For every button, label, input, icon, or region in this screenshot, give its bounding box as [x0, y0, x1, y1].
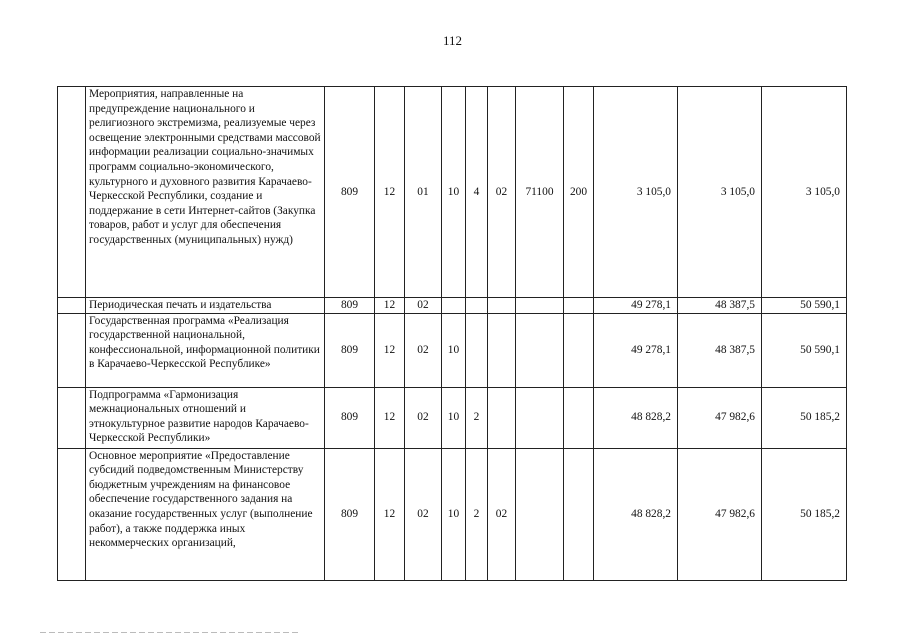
- ved-cell: 809: [325, 313, 375, 387]
- scan-artifact-line: [40, 632, 300, 633]
- table-row: [58, 313, 847, 387]
- cs-program-cell: 10: [442, 387, 466, 448]
- cs-program-cell: 10: [442, 87, 466, 298]
- row-name-cell: Государственная программа «Реализация государственной национальной, конфессиональной, информационной политики в Карачаево-Черкесской Республике»: [86, 313, 325, 387]
- row-number-cell: [58, 313, 86, 387]
- amount-year3-cell: 50 590,1: [762, 298, 847, 314]
- pr-cell: 02: [405, 298, 442, 314]
- amount-year2-cell: 48 387,5: [678, 313, 762, 387]
- amount-year3-cell: 50 185,2: [762, 387, 847, 448]
- budget-table: [57, 86, 847, 581]
- table-row: [58, 387, 847, 448]
- rz-cell: 12: [375, 87, 405, 298]
- pr-cell: 02: [405, 448, 442, 580]
- rz-cell: 12: [375, 387, 405, 448]
- cs-event-cell: 02: [488, 448, 516, 580]
- row-name-cell: Основное мероприятие «Предоставление субсидий подведомственным Министерству бюджетным учреждениям на финансовое обеспечение государственного задания на оказание государственных услуг (выполнение работ), а также поддержка иных некоммерческих организаций,: [86, 448, 325, 580]
- table-row: [58, 87, 847, 298]
- cs-subprogram-cell: 2: [466, 387, 488, 448]
- pr-cell: 01: [405, 87, 442, 298]
- row-name-cell: Периодическая печать и издательства: [86, 298, 325, 314]
- table-row: [58, 448, 847, 580]
- vr-cell: 200: [564, 87, 594, 298]
- ved-cell: 809: [325, 448, 375, 580]
- pr-cell: 02: [405, 313, 442, 387]
- cs-direction-cell: [516, 387, 564, 448]
- ved-cell: 809: [325, 87, 375, 298]
- amount-year3-cell: 3 105,0: [762, 87, 847, 298]
- vr-cell: [564, 387, 594, 448]
- cs-subprogram-cell: 2: [466, 448, 488, 580]
- rz-cell: 12: [375, 313, 405, 387]
- cs-event-cell: 02: [488, 87, 516, 298]
- cs-subprogram-cell: [466, 298, 488, 314]
- amount-year2-cell: 47 982,6: [678, 448, 762, 580]
- cs-event-cell: [488, 313, 516, 387]
- cs-direction-cell: [516, 448, 564, 580]
- cs-subprogram-cell: 4: [466, 87, 488, 298]
- table-row: [58, 298, 847, 314]
- row-name-cell: Подпрограмма «Гармонизация межнациональных отношений и этнокультурное развитие народов Карачаево-Черкесской Республики»: [86, 387, 325, 448]
- ved-cell: 809: [325, 298, 375, 314]
- vr-cell: [564, 448, 594, 580]
- cs-direction-cell: 71100: [516, 87, 564, 298]
- row-number-cell: [58, 387, 86, 448]
- amount-year2-cell: 48 387,5: [678, 298, 762, 314]
- vr-cell: [564, 313, 594, 387]
- cs-program-cell: 10: [442, 313, 466, 387]
- amount-year1-cell: 49 278,1: [594, 313, 678, 387]
- row-number-cell: [58, 448, 86, 580]
- amount-year2-cell: 3 105,0: [678, 87, 762, 298]
- amount-year1-cell: 48 828,2: [594, 448, 678, 580]
- cs-program-cell: [442, 298, 466, 314]
- cs-event-cell: [488, 387, 516, 448]
- cs-subprogram-cell: [466, 313, 488, 387]
- page-number: 112: [442, 33, 463, 48]
- cs-direction-cell: [516, 313, 564, 387]
- ved-cell: 809: [325, 387, 375, 448]
- cs-event-cell: [488, 298, 516, 314]
- amount-year1-cell: 3 105,0: [594, 87, 678, 298]
- row-number-cell: [58, 298, 86, 314]
- row-name-cell: Мероприятия, направленные на предупреждение национального и религиозного экстремизма, реализуемые через освещение электронными средствами массовой информации реализации социально-значимых программ социально-экономического, культурного и духовного развития Карачаево-Черкесской Республики, создание и поддержание в сети Интернет-сайтов (Закупка товаров, работ и услуг для обеспечения государственных (муниципальных) нужд): [86, 87, 325, 298]
- pr-cell: 02: [405, 387, 442, 448]
- cs-direction-cell: [516, 298, 564, 314]
- vr-cell: [564, 298, 594, 314]
- amount-year2-cell: 47 982,6: [678, 387, 762, 448]
- rz-cell: 12: [375, 298, 405, 314]
- amount-year3-cell: 50 185,2: [762, 448, 847, 580]
- amount-year3-cell: 50 590,1: [762, 313, 847, 387]
- row-number-cell: [58, 87, 86, 298]
- amount-year1-cell: 49 278,1: [594, 298, 678, 314]
- cs-program-cell: 10: [442, 448, 466, 580]
- rz-cell: 12: [375, 448, 405, 580]
- amount-year1-cell: 48 828,2: [594, 387, 678, 448]
